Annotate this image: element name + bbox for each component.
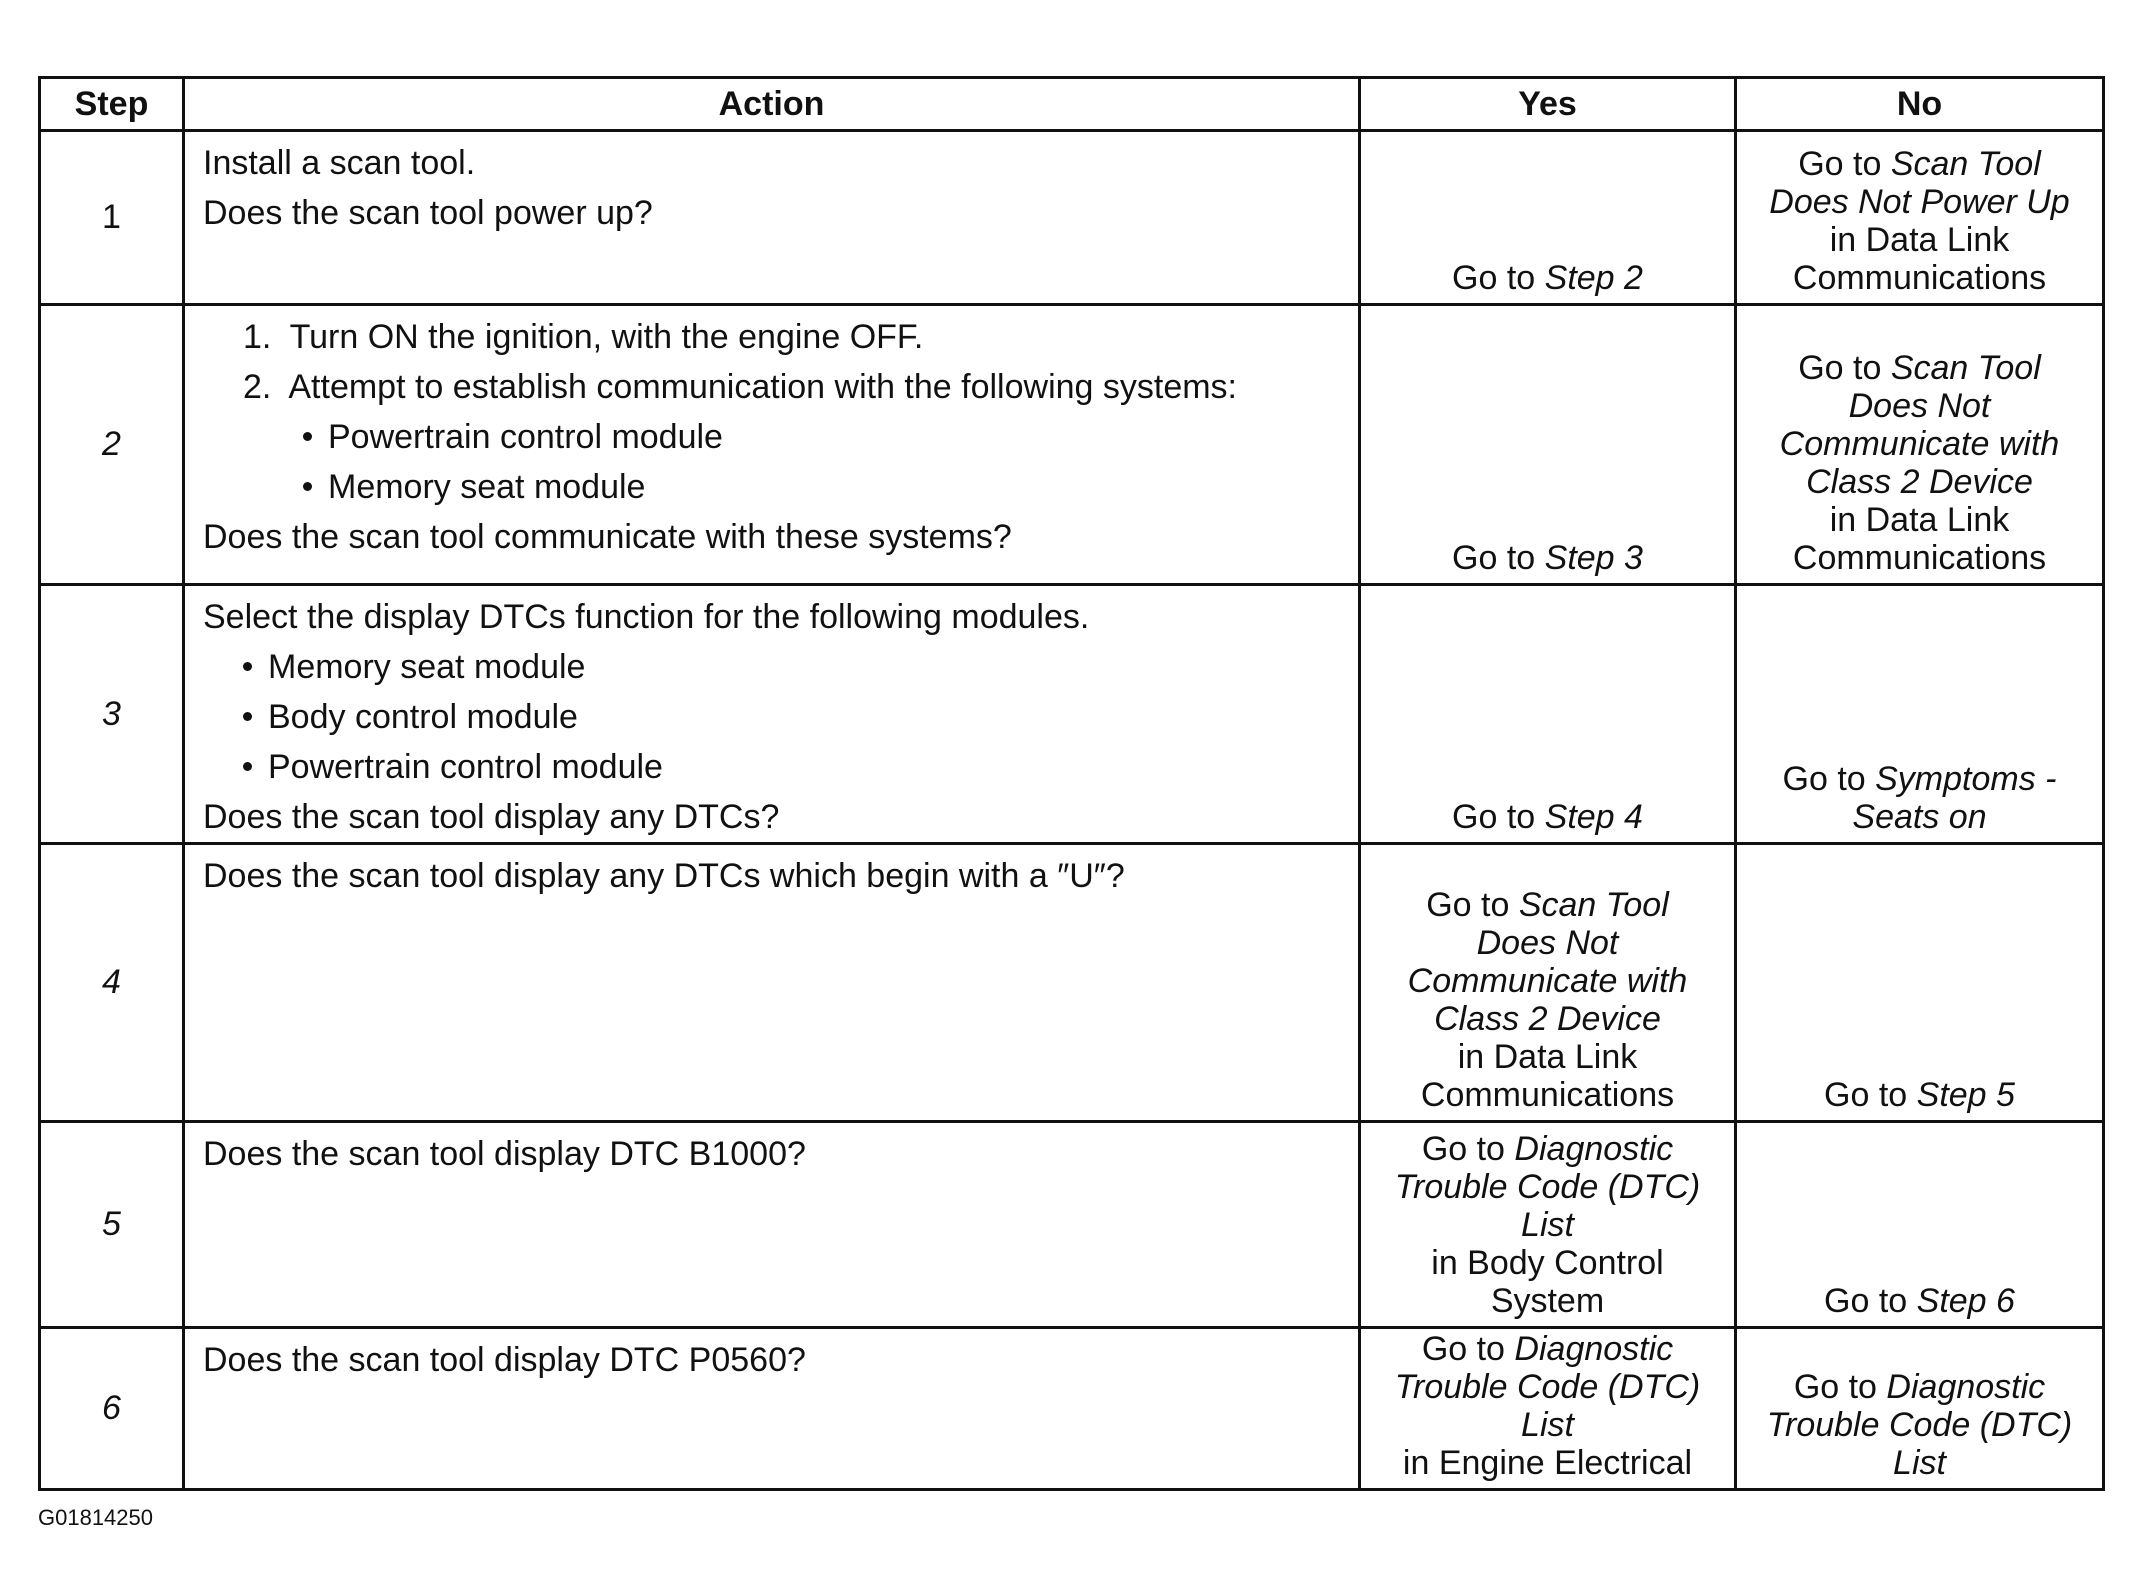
- procedure-link[interactable]: Trouble Code (DTC): [1766, 1406, 2073, 1444]
- action-question: Does the scan tool display any DTCs which begin with a ″U″?: [203, 857, 1125, 895]
- table-row: [40, 585, 2104, 844]
- yes-result: Go to Diagnostic: [1421, 1330, 1674, 1368]
- step-link[interactable]: Step 3: [1544, 539, 1643, 577]
- no-result: Go to Scan Tool: [1798, 349, 2041, 387]
- action-question: Does the scan tool display DTC P0560?: [203, 1341, 806, 1379]
- no-result: Go to Step 6: [1824, 1282, 2015, 1320]
- yes-result: Go to Step 2: [1452, 259, 1643, 297]
- header-yes: Yes: [1360, 78, 1736, 131]
- action-question: Does the scan tool display any DTCs?: [203, 798, 780, 836]
- no-cell: [1736, 305, 2104, 585]
- section-ref: Communications: [1792, 539, 2047, 577]
- section-ref: in Engine Electrical: [1402, 1444, 1693, 1482]
- section-ref: Communications: [1420, 1076, 1675, 1114]
- yes-result: Go to Step 3: [1452, 539, 1643, 577]
- no-result: Go to Scan Tool: [1798, 145, 2041, 183]
- action-cell: [184, 844, 1360, 1122]
- procedure-link[interactable]: Class 2 Device: [1806, 463, 2033, 501]
- procedure-link[interactable]: Scan Tool: [1890, 349, 2041, 387]
- section-ref: in Data Link: [1829, 501, 2010, 539]
- bullet-icon: [243, 762, 252, 771]
- yes-cell: [1360, 305, 1736, 585]
- step-number: 6: [40, 1328, 184, 1490]
- figure-id: G01814250: [38, 1505, 153, 1530]
- yes-cell: [1360, 585, 1736, 844]
- step-number: 5: [40, 1122, 184, 1328]
- procedure-link[interactable]: List: [1521, 1206, 1574, 1244]
- header-step: Step: [40, 78, 184, 131]
- procedure-link[interactable]: Class 2 Device: [1434, 1000, 1661, 1038]
- action-item: 2. Attempt to establish communication with the following systems:: [243, 368, 1238, 406]
- yes-result: Go to Step 4: [1452, 798, 1643, 836]
- step-number: 1: [40, 131, 184, 305]
- section-ref: System: [1490, 1282, 1605, 1320]
- header-action: Action: [184, 78, 1360, 131]
- bullet-item: Body control module: [203, 692, 1344, 742]
- no-cell: [1736, 585, 2104, 844]
- no-cell: [1736, 1328, 2104, 1490]
- procedure-link[interactable]: Trouble Code (DTC): [1394, 1168, 1701, 1206]
- procedure-link[interactable]: Scan Tool: [1518, 886, 1669, 924]
- action-line: Install a scan tool.: [203, 144, 476, 182]
- header-no: No: [1736, 78, 2104, 131]
- procedure-link[interactable]: Diagnostic: [1886, 1368, 2046, 1406]
- section-ref: Communications: [1792, 259, 2047, 297]
- bullet-icon: [303, 432, 312, 441]
- table-row: [40, 305, 2104, 585]
- action-cell: [184, 1328, 1360, 1490]
- table-row: [40, 131, 2104, 305]
- procedure-link[interactable]: Seats on: [1852, 798, 1987, 836]
- no-result: Go to Diagnostic: [1793, 1368, 2046, 1406]
- no-result: Go to Step 5: [1824, 1076, 2015, 1114]
- yes-result: Go to Diagnostic: [1421, 1130, 1674, 1168]
- action-question: Does the scan tool display DTC B1000?: [203, 1135, 806, 1173]
- action-item: 1. Turn ON the ignition, with the engine OFF.: [243, 318, 924, 356]
- procedure-link[interactable]: List: [1521, 1406, 1574, 1444]
- step-link[interactable]: Step 4: [1544, 798, 1643, 836]
- table-row: [40, 1122, 2104, 1328]
- step-link[interactable]: Step 6: [1916, 1282, 2015, 1320]
- no-cell: [1736, 1122, 2104, 1328]
- procedure-link[interactable]: Communicate with: [1779, 425, 2060, 463]
- step-link[interactable]: Step 2: [1544, 259, 1643, 297]
- bullet-icon: [303, 482, 312, 491]
- procedure-link[interactable]: Does Not: [1476, 924, 1619, 962]
- procedure-link[interactable]: Diagnostic: [1514, 1130, 1674, 1168]
- no-result: Go to Symptoms -: [1782, 760, 2057, 798]
- action-cell: [184, 305, 1360, 585]
- procedure-link[interactable]: Trouble Code (DTC): [1394, 1368, 1701, 1406]
- diagnostic-table: [38, 76, 2105, 1491]
- yes-cell: [1360, 1122, 1736, 1328]
- table-row: [40, 844, 2104, 1122]
- bullet-icon: [243, 662, 252, 671]
- procedure-link[interactable]: Scan Tool: [1890, 145, 2041, 183]
- action-cell: [184, 1122, 1360, 1328]
- table-header-row: [40, 78, 2104, 131]
- procedure-link[interactable]: Does Not Power Up: [1769, 183, 2070, 221]
- no-cell: [1736, 844, 2104, 1122]
- action-cell: [184, 585, 1360, 844]
- section-ref: in Data Link: [1457, 1038, 1638, 1076]
- procedure-link[interactable]: Communicate with: [1407, 962, 1688, 1000]
- yes-cell: [1360, 1328, 1736, 1490]
- action-question: Does the scan tool communicate with these systems?: [203, 518, 1012, 556]
- procedure-link[interactable]: List: [1893, 1444, 1946, 1482]
- yes-cell: [1360, 844, 1736, 1122]
- procedure-link[interactable]: Does Not: [1848, 387, 1991, 425]
- step-number: 3: [40, 585, 184, 844]
- bullet-icon: [243, 712, 252, 721]
- action-cell: [184, 131, 1360, 305]
- action-question: Does the scan tool power up?: [203, 194, 653, 232]
- step-link[interactable]: Step 5: [1916, 1076, 2015, 1114]
- bullet-item: Powertrain control module: [203, 412, 1344, 462]
- step-number: 2: [40, 305, 184, 585]
- yes-result: Go to Scan Tool: [1426, 886, 1669, 924]
- table-row: [40, 1328, 2104, 1490]
- bullet-item: Powertrain control module: [203, 742, 1344, 792]
- no-cell: [1736, 131, 2104, 305]
- action-line: Select the display DTCs function for the following modules.: [203, 598, 1090, 636]
- bullet-item: Memory seat module: [203, 642, 1344, 692]
- section-ref: in Body Control: [1431, 1244, 1664, 1282]
- procedure-link[interactable]: Symptoms -: [1875, 760, 2057, 798]
- procedure-link[interactable]: Diagnostic: [1514, 1330, 1674, 1368]
- step-number: 4: [40, 844, 184, 1122]
- bullet-item: Memory seat module: [203, 462, 1344, 512]
- section-ref: in Data Link: [1829, 221, 2010, 259]
- yes-cell: [1360, 131, 1736, 305]
